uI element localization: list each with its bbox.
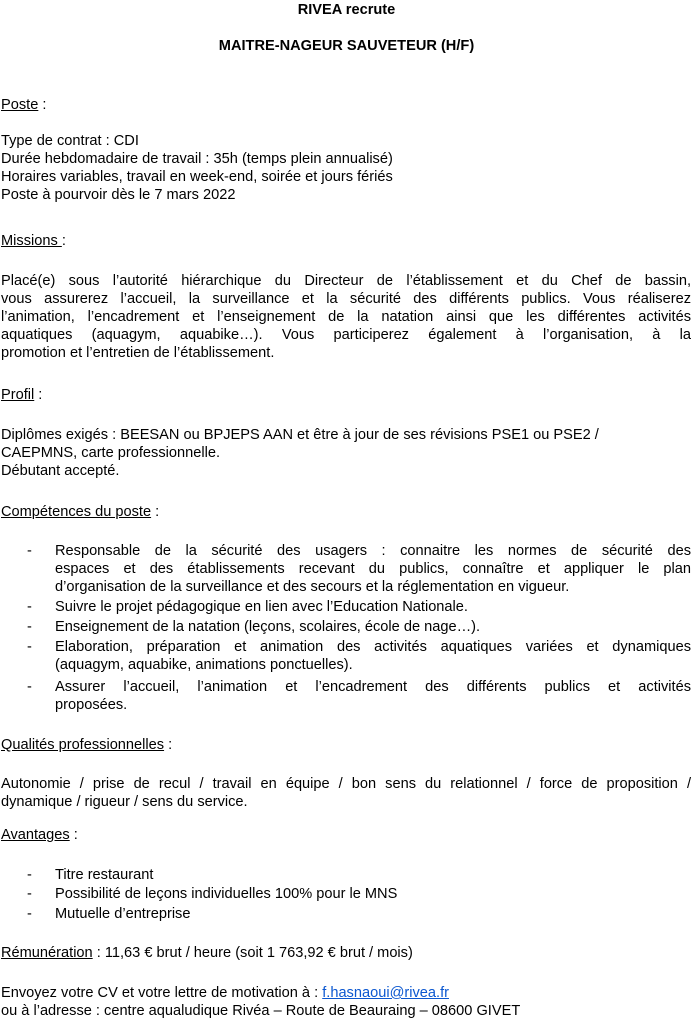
- competence-item-line: espaces et des établissements recevant du publics, connaître et appliquer le plan: [55, 561, 691, 577]
- missions-paragraph-line: vous assurerez l’accueil, la surveillance et la sécurité des différents publics. Vous réaliserez: [1, 291, 691, 307]
- competence-item-line: (aquagym, aquabike, animations ponctuelles).: [55, 657, 353, 673]
- avantage-item: Mutuelle d’entreprise: [55, 906, 191, 922]
- avantage-item: Possibilité de leçons individuelles 100% pour le MNS: [55, 886, 398, 902]
- profil-line: Diplômes exigés : BEESAN ou BPJEPS AAN et être à jour de ses révisions PSE1 ou PSE2 /: [1, 427, 599, 443]
- missions-paragraph-line: aquatiques (aquagym, aquabike…). Vous participerez également à l’organisation, à la: [1, 327, 691, 343]
- competence-item-line: Responsable de la sécurité des usagers : connaitre les normes de sécurité des: [55, 543, 691, 559]
- competence-item-line: Suivre le projet pédagogique en lien avec l’Education Nationale.: [55, 599, 468, 615]
- bullet-dash: -: [27, 639, 32, 655]
- missions-paragraph-line: Placé(e) sous l’autorité hiérarchique du Directeur de l’établissement et du Chef de bassin,: [1, 273, 691, 289]
- weekly-hours-line: Durée hebdomadaire de travail : 35h (temps plein annualisé): [1, 151, 393, 167]
- remuneration-heading: Rémunération: [1, 945, 93, 961]
- contact-line: [1, 984, 449, 1002]
- competence-item-line: Elaboration, préparation et animation des activités aquatiques variées et dynamiques: [55, 639, 691, 655]
- bullet-dash: -: [27, 543, 32, 559]
- contract-type-line: Type de contrat : CDI: [1, 133, 139, 149]
- section-heading-qualites: Qualités professionnelles :: [1, 737, 173, 753]
- qualites-line: Autonomie / prise de recul / travail en équipe / bon sens du relationnel / force de proposition /: [1, 776, 691, 792]
- bullet-dash: -: [27, 867, 32, 883]
- bullet-dash: -: [27, 679, 32, 695]
- competence-item-line: Enseignement de la natation (leçons, scolaires, école de nage…).: [55, 619, 481, 635]
- avantage-item: Titre restaurant: [55, 867, 154, 883]
- document-title: RIVEA recrute: [297, 2, 396, 18]
- remuneration-value: : 11,63 € brut / heure (soit 1 763,92 € brut / mois): [92, 945, 413, 961]
- job-title: MAITRE-NAGEUR SAUVETEUR (H/F): [218, 38, 475, 54]
- email-link[interactable]: f.hasnaoui@rivea.fr: [322, 985, 449, 1001]
- missions-paragraph-line: promotion et l’entretien de l’établissement.: [1, 345, 275, 361]
- competence-item-line: proposées.: [55, 697, 128, 713]
- address-line: ou à l’adresse : centre aqualudique Rivéa – Route de Beauraing – 08600 GIVET: [1, 1003, 521, 1019]
- bullet-dash: -: [27, 599, 32, 615]
- section-heading-poste: Poste :: [1, 97, 47, 113]
- schedule-line: Horaires variables, travail en week-end, soirée et jours fériés: [1, 169, 393, 185]
- competence-item-line: d’organisation de la surveillance et des secours et la réglementation en vigueur.: [55, 579, 570, 595]
- section-heading-avantages: Avantages :: [1, 827, 78, 843]
- bullet-dash: -: [27, 886, 32, 902]
- start-date-line: Poste à pourvoir dès le 7 mars 2022: [1, 187, 236, 203]
- bullet-dash: -: [27, 619, 32, 635]
- remuneration-line: [1, 944, 413, 962]
- competence-item-line: Assurer l’accueil, l’animation et l’encadrement des différents publics et activités: [55, 679, 691, 695]
- missions-paragraph-line: l’animation, l’encadrement et l’enseignement de la natation ainsi que les différentes activités: [1, 309, 691, 325]
- section-heading-missions: Missions :: [1, 233, 66, 249]
- profil-line: CAEPMNS, carte professionnelle.: [1, 445, 220, 461]
- qualites-line: dynamique / rigueur / sens du service.: [1, 794, 248, 810]
- section-heading-profil: Profil :: [1, 387, 43, 403]
- section-heading-competences: Compétences du poste :: [1, 504, 160, 520]
- bullet-dash: -: [27, 906, 32, 922]
- contact-prefix: Envoyez votre CV et votre lettre de motivation à :: [1, 985, 323, 1001]
- profil-line: Débutant accepté.: [1, 463, 120, 479]
